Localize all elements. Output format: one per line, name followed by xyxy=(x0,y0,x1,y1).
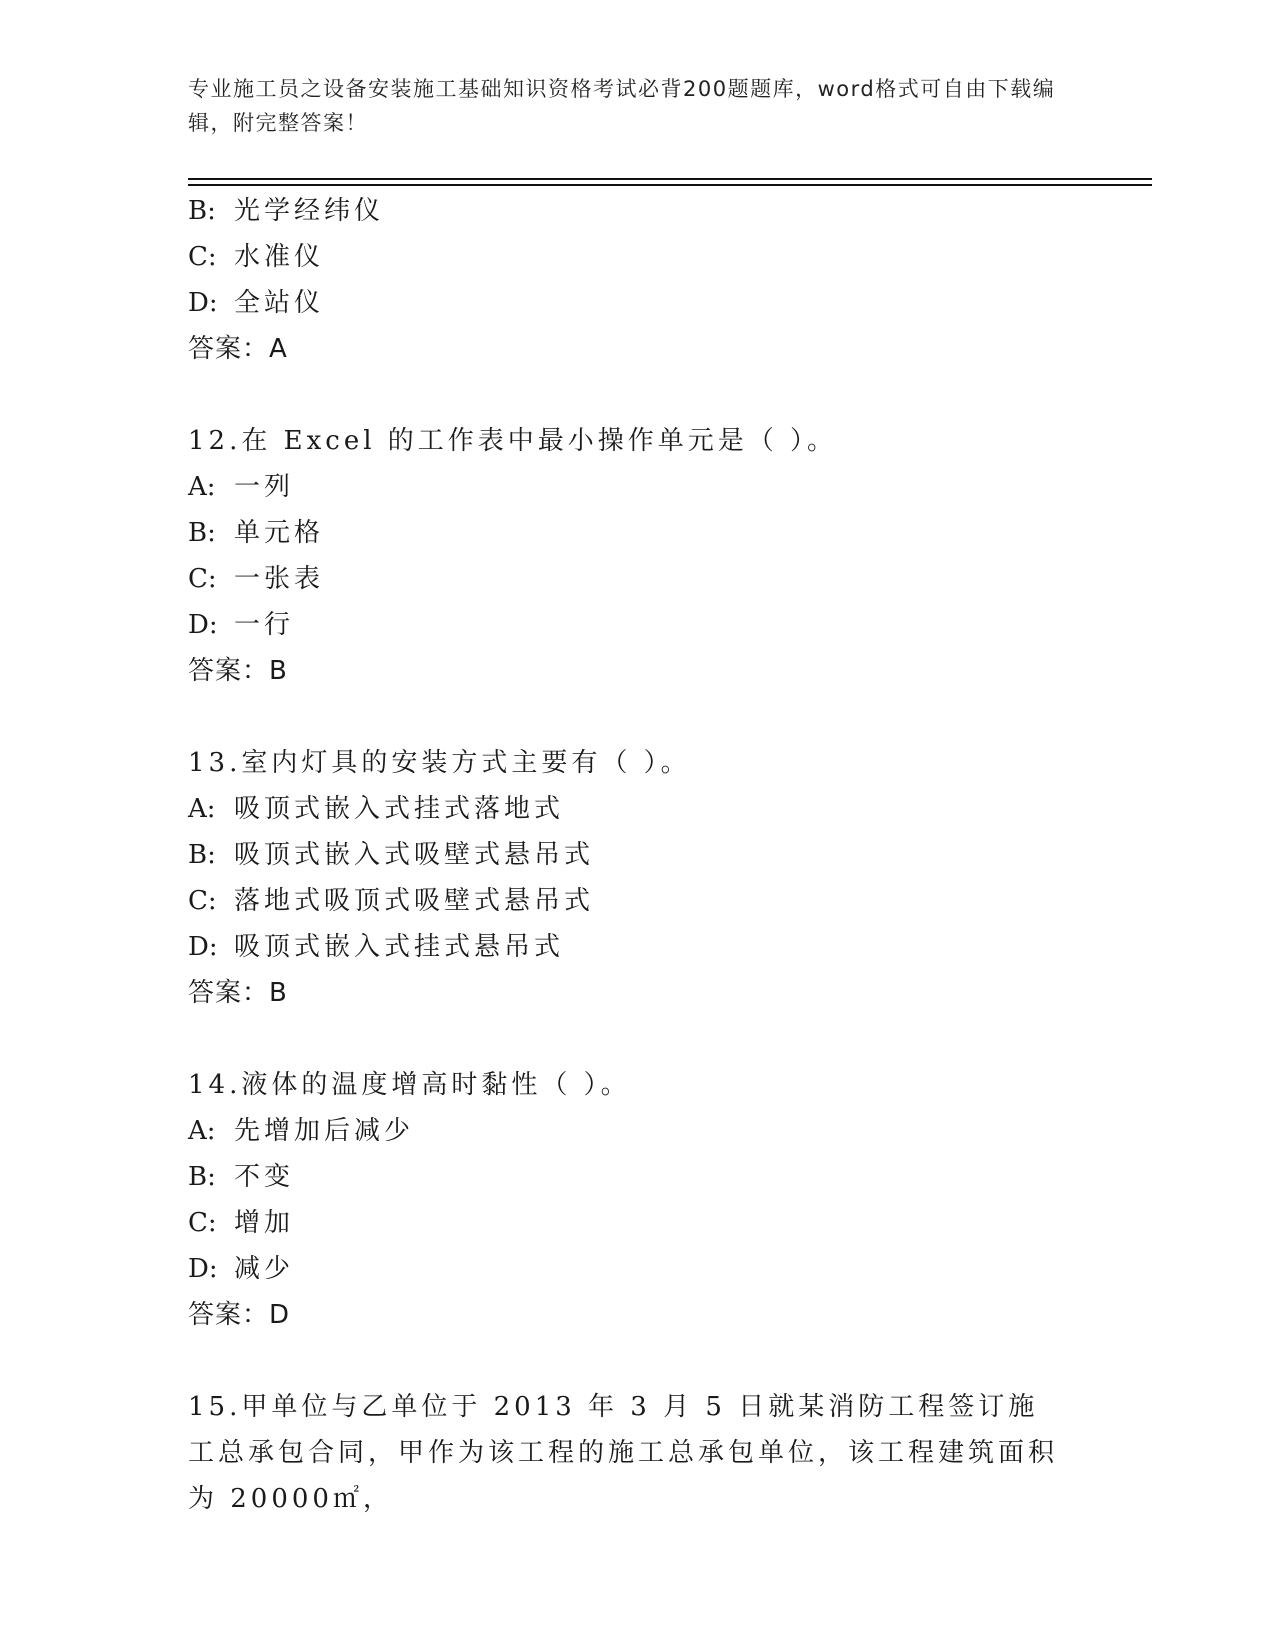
option-b: B: 单元格 xyxy=(188,518,325,548)
answer: 答案：B xyxy=(188,978,288,1008)
option-d: D: 一行 xyxy=(188,610,295,640)
header-divider-top xyxy=(188,178,1152,180)
option-c: C: 增加 xyxy=(188,1208,295,1238)
question-stem: 13.室内灯具的安装方式主要有（ ）。 xyxy=(188,748,691,778)
spacer xyxy=(188,1338,1088,1384)
option-a: A: 一列 xyxy=(188,472,295,502)
question-14 xyxy=(188,1062,1088,1338)
option-c: C: 水准仪 xyxy=(188,242,325,272)
question-15-stem: 15.甲单位与乙单位于 2013 年 3 月 5 日就某消防工程签订施工总承包合同，甲作为该工程的施工总承包单位，该工程建筑面积为 20000㎡， xyxy=(188,1392,1059,1514)
option-b: B: 光学经纬仪 xyxy=(188,196,385,226)
spacer xyxy=(188,372,1088,418)
option-c: C: 一张表 xyxy=(188,564,325,594)
document-header: 专业施工员之设备安装施工基础知识资格考试必背200题题库，word格式可自由下载编辑，附完整答案！ xyxy=(188,77,1056,135)
option-d: D: 吸顶式嵌入式挂式悬吊式 xyxy=(188,932,565,962)
header-divider-bottom xyxy=(188,184,1152,186)
option-a: A: 吸顶式嵌入式挂式落地式 xyxy=(188,794,565,824)
question-stem: 14.液体的温度增高时黏性（ ）。 xyxy=(188,1070,631,1100)
spacer xyxy=(188,1016,1088,1062)
option-b: B: 不变 xyxy=(188,1162,295,1192)
question-list xyxy=(188,188,1088,1522)
option-a: A: 先增加后减少 xyxy=(188,1116,415,1146)
spacer xyxy=(188,694,1088,740)
answer: 答案：D xyxy=(188,1300,291,1330)
option-c: C: 落地式吸顶式吸壁式悬吊式 xyxy=(188,886,595,916)
question-11-tail xyxy=(188,188,1088,372)
answer: 答案：B xyxy=(188,656,288,686)
question-12 xyxy=(188,418,1088,694)
answer: 答案：A xyxy=(188,334,288,364)
question-stem: 12.在 Excel 的工作表中最小操作单元是（ ）。 xyxy=(188,426,838,456)
option-b: B: 吸顶式嵌入式吸壁式悬吊式 xyxy=(188,840,595,870)
option-d: D: 减少 xyxy=(188,1254,295,1284)
question-13 xyxy=(188,740,1088,1016)
option-d: D: 全站仪 xyxy=(188,288,325,318)
